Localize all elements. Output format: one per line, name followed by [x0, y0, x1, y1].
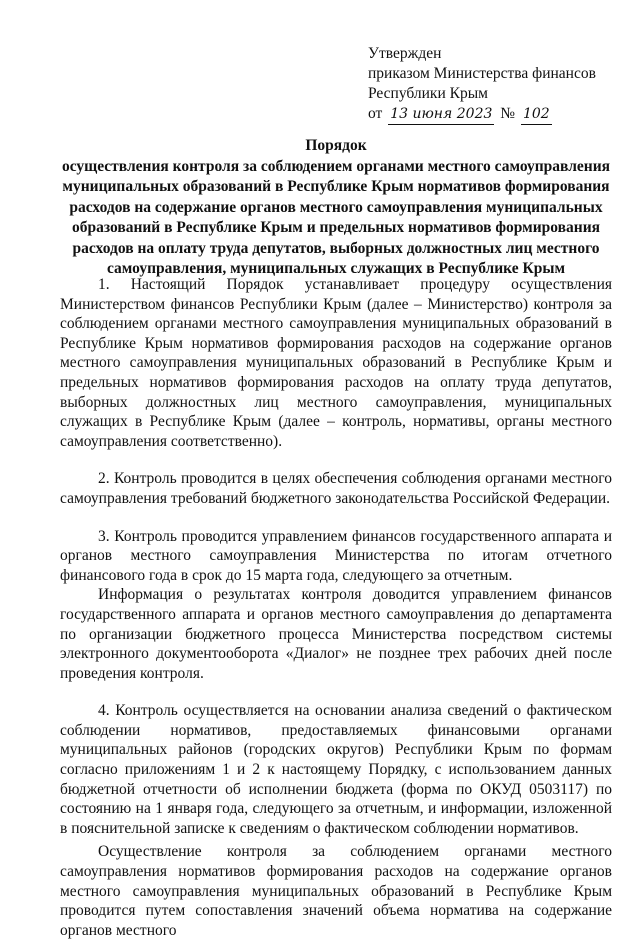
document-title	[60, 136, 612, 280]
approval-date-line	[368, 104, 596, 125]
title-heading: Порядок	[305, 137, 367, 154]
date-prefix: от	[368, 105, 383, 122]
number-sign: №	[500, 105, 516, 122]
approval-block	[368, 44, 596, 125]
paragraph-2: 2. Контроль проводится в целях обеспечения соблюдения органами местного самоуправления требований бюджетного законодательства Российской Федерации.	[60, 470, 612, 507]
handwritten-date: 13 июня 2023	[388, 104, 494, 125]
paragraph-3b: Информация о результатах контроля доводится управлением финансов государственного аппарата и органов местного самоуправления до департамента по организации бюджетного процесса Министерства посредством системы электронного документооборота «Диалог» не позднее трех рабочих дней после проведения контроля.	[60, 586, 612, 682]
handwritten-number: 102	[521, 104, 552, 125]
paragraph-4b: Осуществление контроля за соблюдением органами местного самоуправления нормативов формирования расходов на содержание органов местного самоуправления муниципальных образований в Республике Крым проводится путем сопоставления значений объема норматива на содержание органов местного	[60, 843, 612, 939]
approval-line: Республики Крым	[368, 85, 488, 102]
title-text: осуществления контроля за соблюдением органами местного самоуправления муниципальных образований в Республике Крым нормативов формирования расходов на содержание органов местного самоуправления муниципальных образований в Республике Крым и предельных нормативов формирования расходов на оплату труда депутатов, выборных должностных лиц местного самоуправления, муниципальных служащих в Республике Крым	[61, 157, 611, 277]
document-body	[60, 275, 612, 940]
paragraph-4: 4. Контроль осуществляется на основании анализа сведений о фактическом соблюдении нормативов, предоставляемых финансовыми органами муниципальных районов (городских округов) Республики Крым по формам согласно приложениям 1 и 2 к настоящему Порядку, с использованием данных бюджетной отчетности об исполнении бюджета (форма по ОКУД 0503117) по состоянию на 1 января года, следующего за отчетным, и информации, изложенной в пояснительной записке к сведениям о фактическом соблюдении нормативов.	[60, 702, 612, 837]
paragraph-3: 3. Контроль проводится управлением финансов государственного аппарата и органов местного самоуправления Министерства по итогам отчетного финансового года в срок до 15 марта года, следующего за отчетным.	[60, 527, 612, 584]
approval-line: Утвержден	[368, 45, 442, 62]
paragraph-1: 1. Настоящий Порядок устанавливает процедуру осуществления Министерством финансов Республики Крым (далее – Министерство) контроля за соблюдением органами местного самоуправления муниципальных образований в Республике Крым нормативов формирования расходов на содержание органов местного самоуправления муниципальных образований в Республике Крым и предельных нормативов формирования расходов на оплату труда депутатов, выборных должностных лиц местного самоуправления, муниципальных служащих в Республике Крым (далее – контроль, нормативы, органы местного самоуправления соответственно).	[60, 276, 612, 450]
approval-line: приказом Министерства финансов	[368, 65, 596, 82]
